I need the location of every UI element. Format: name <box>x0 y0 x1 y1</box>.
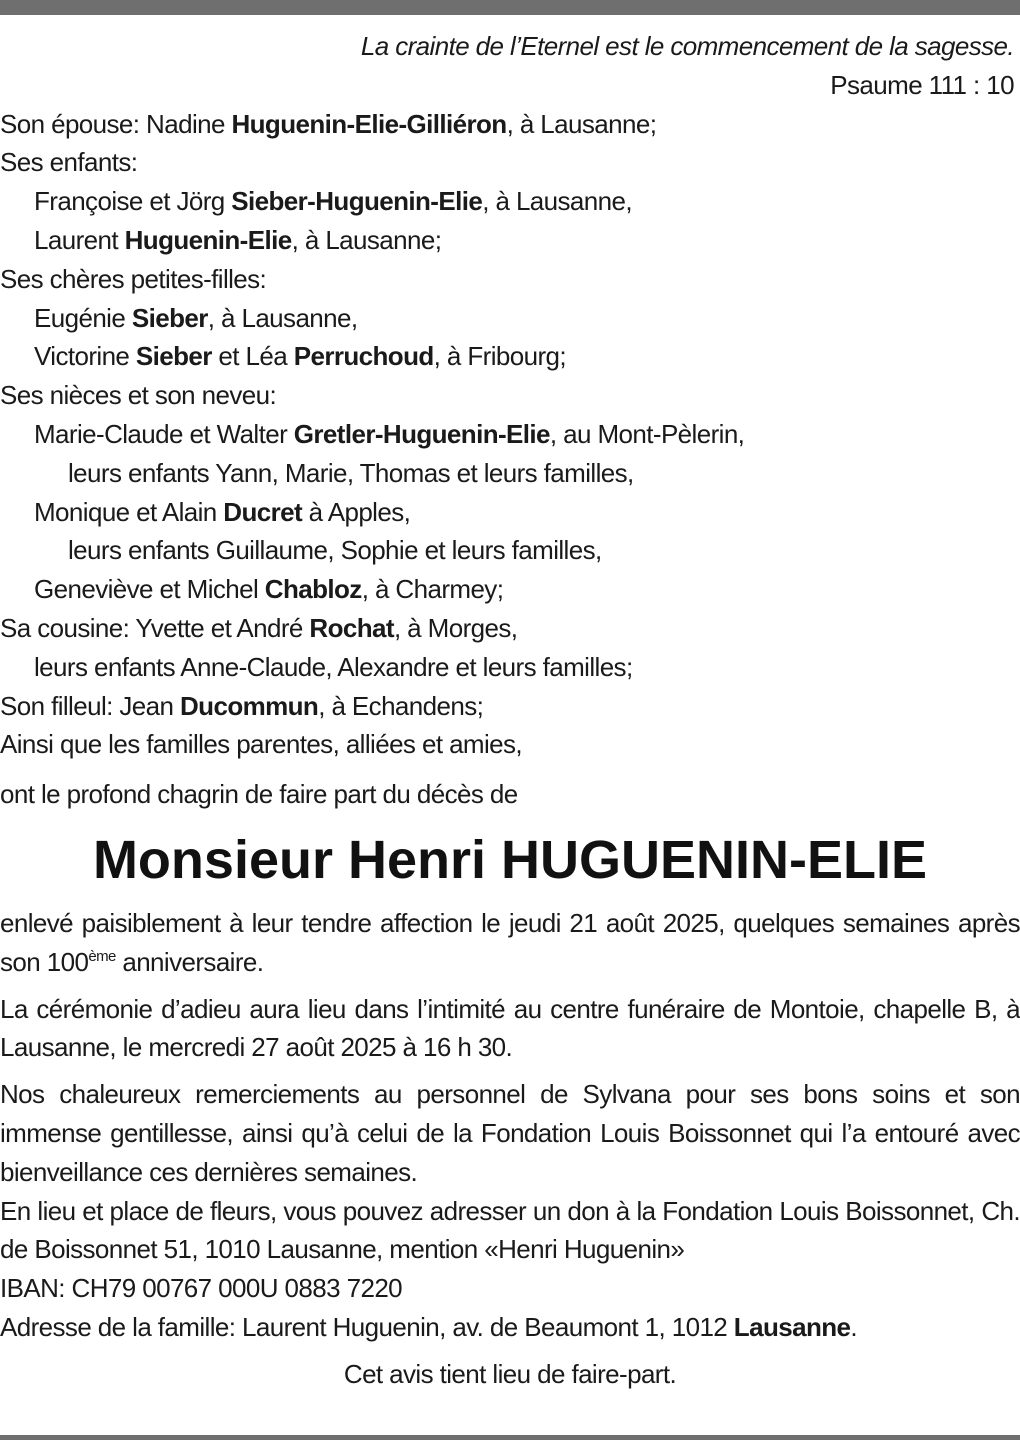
niece-children-line: leurs enfants Guillaume, Sophie et leurs familles, <box>68 535 602 566</box>
ceremony-paragraph: La cérémonie d’adieu aura lieu dans l’intimité au centre funéraire de Montoie, chapelle B, à Lausanne, le mercredi 27 août 2025 à 16 h 30. <box>0 993 1020 1063</box>
cousin-children-line: leurs enfants Anne-Claude, Alexandre et leurs familles; <box>34 651 633 682</box>
children-header: Ses enfants: <box>0 147 138 178</box>
other-families-line: Ainsi que les familles parentes, alliées et amies, <box>0 729 523 760</box>
passing-paragraph: enlevé paisiblement à leur tendre affection le jeudi 21 août 2025, quelques semaines après son 100ème anniversaire. <box>0 907 1020 977</box>
granddaughter-line: Victorine Sieber et Léa Perruchoud, à Fribourg; <box>34 341 567 372</box>
iban-line: IBAN: CH79 00767 000U 0883 7220 <box>0 1273 403 1304</box>
scripture-quote: La crainte de l’Eternel est le commencement de la sagesse. <box>360 31 1014 61</box>
niece-line: Monique et Alain Ducret à Apples, <box>34 496 411 527</box>
thanks-paragraph: Nos chaleureux remerciements au personnel de Sylvana pour ses bons soins et son immense gentillesse, ainsi qu’à celui de la Fondation Louis Boissonnet qui l’a entouré avec bienveillance ces dernières semaines. <box>0 1079 1020 1187</box>
granddaughters-header: Ses chères petites-filles: <box>0 263 267 294</box>
spouse-line: Son épouse: Nadine Huguenin-Elie-Gilliéron, à Lausanne; <box>0 108 657 139</box>
niece-line: Geneviève et Michel Chabloz, à Charmey; <box>34 574 504 605</box>
top-rule <box>0 0 1020 15</box>
granddaughter-line: Eugénie Sieber, à Lausanne, <box>34 302 358 333</box>
niece-line: Marie-Claude et Walter Gretler-Huguenin-Elie, au Mont-Pèlerin, <box>34 418 745 449</box>
obituary-notice <box>0 27 1020 1394</box>
deceased-name: Monsieur Henri HUGUENIN-ELIE <box>92 829 928 890</box>
bottom-rule <box>0 1435 1020 1440</box>
niece-children-line: leurs enfants Yann, Marie, Thomas et leurs familles, <box>68 457 634 488</box>
donation-paragraph: En lieu et place de fleurs, vous pouvez adresser un don à la Fondation Louis Boissonnet, Ch. de Boissonnet 51, 1010 Lausanne, mention «Henri Huguenin» <box>0 1195 1020 1265</box>
closing-line: Cet avis tient lieu de faire-part. <box>343 1358 677 1389</box>
scripture-reference: Psaume 111 : 10 <box>830 69 1014 100</box>
nieces-header: Ses nièces et son neveu: <box>0 380 277 411</box>
child-line: Laurent Huguenin-Elie, à Lausanne; <box>34 224 442 255</box>
family-address-line: Adresse de la famille: Laurent Huguenin, av. de Beaumont 1, 1012 Lausanne. <box>0 1311 857 1342</box>
announcement-line: ont le profond chagrin de faire part du décès de <box>0 779 518 810</box>
child-line: Françoise et Jörg Sieber-Huguenin-Elie, à Lausanne, <box>34 186 632 217</box>
cousin-line: Sa cousine: Yvette et André Rochat, à Morges, <box>0 612 518 643</box>
godson-line: Son filleul: Jean Ducommun, à Echandens; <box>0 690 484 721</box>
